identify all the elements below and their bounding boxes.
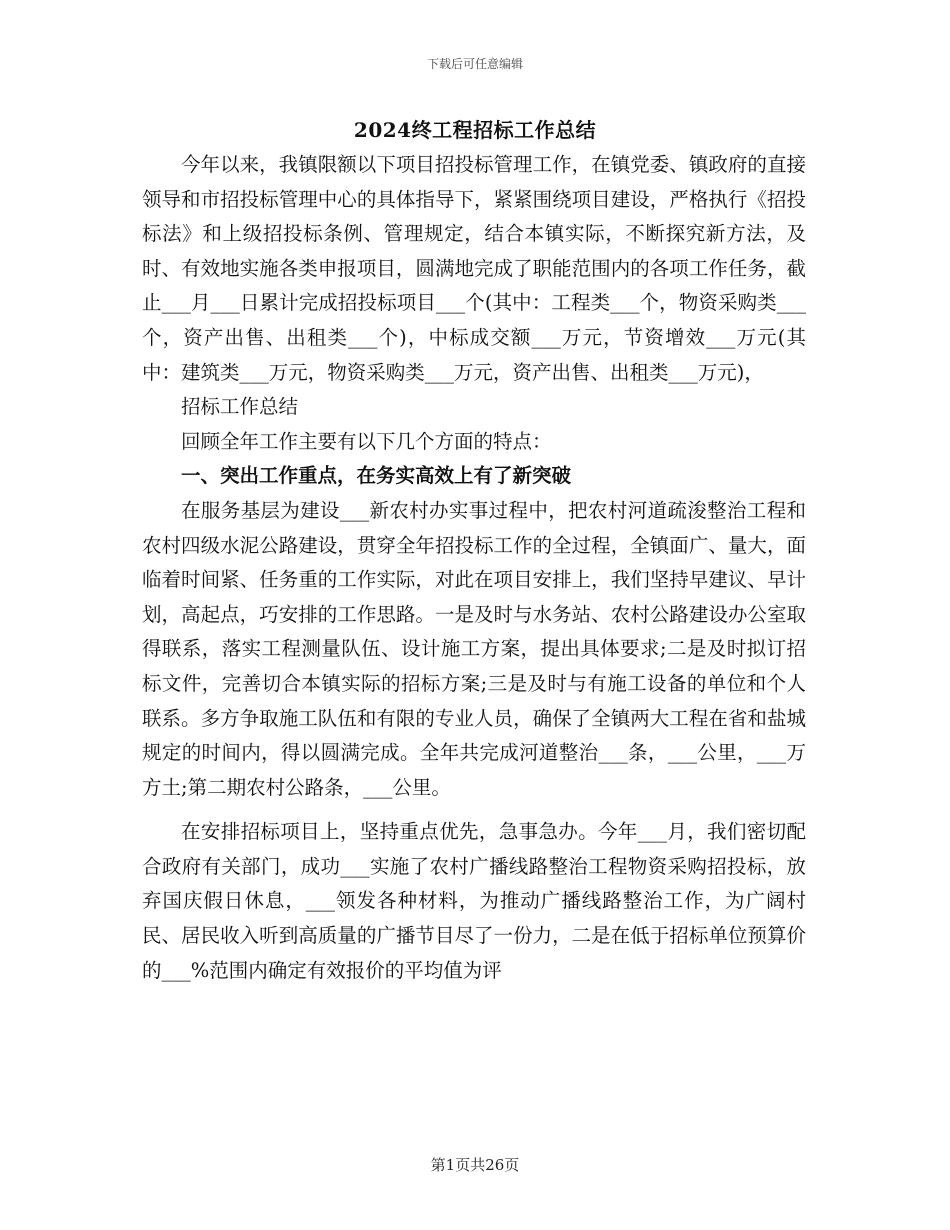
section-heading-1: 一、突出工作重点，在务实高效上有了新突破	[181, 464, 572, 488]
document-title: 2024终工程招标工作总结	[353, 118, 597, 142]
body-paragraph: 在服务基层为建设___新农村办实事过程中，把农村河道疏浚整治工程和农村四级水泥公路建设，贯穿全年招投标工作的全过程，全镇面广、量大，面临着时间紧、任务重的工作实际，对此在项目安排上，我们坚持早建议、早计划，高起点，巧安排的工作思路。一是及时与水务站、农村公路建设办公室取得联系，落实工程测量队伍、设计施工方案，提出具体要求;二是及时拟订招标文件，完善切合本镇实际的招标方案;三是及时与有施工设备的单位和个人联系。多方争取施工队伍和有限的专业人员，确保了全镇两大工程在省和盐城规定的时间内，得以圆满完成。全年共完成河道整治___条，___公里，___万方土;第二期农村公路条，___公里。	[142, 498, 806, 799]
document-body	[142, 148, 806, 988]
section-label: 招标工作总结	[181, 395, 299, 419]
review-intro: 回顾全年工作主要有以下几个方面的特点：	[181, 429, 552, 453]
page-footer: 第1页共26页	[430, 1156, 520, 1174]
page-header: 下载后可任意编辑	[426, 57, 523, 71]
intro-paragraph: 今年以来，我镇限额以下项目招投标管理工作，在镇党委、镇政府的直接领导和市招投标管理中心的具体指导下，紧紧围绕项目建设，严格执行《招投标法》和上级招投标条例、管理规定，结合本镇实际，不断探究新方法，及时、有效地实施各类申报项目，圆满地完成了职能范围内的各项工作任务，截止___月___日累计完成招投标项目___个(其中：工程类___个，物资采购类___个，资产出售、出租类___个)，中标成交额___万元，节资增效___万元(其中：建筑类___万元，物资采购类___万元，资产出售、出租类___万元)，	[142, 153, 806, 384]
body-paragraph: 在安排招标项目上，坚持重点优先，急事急办。今年___月，我们密切配合政府有关部门，成功___实施了农村广播线路整治工程物资采购招投标，放弃国庆假日休息，___领发各种材料，为推动广播线路整治工作，为广阔村民、居民收入听到高质量的广播节目尽了一份力，二是在低于招标单位预算价的___%范围内确定有效报价的平均值为评	[142, 820, 806, 982]
